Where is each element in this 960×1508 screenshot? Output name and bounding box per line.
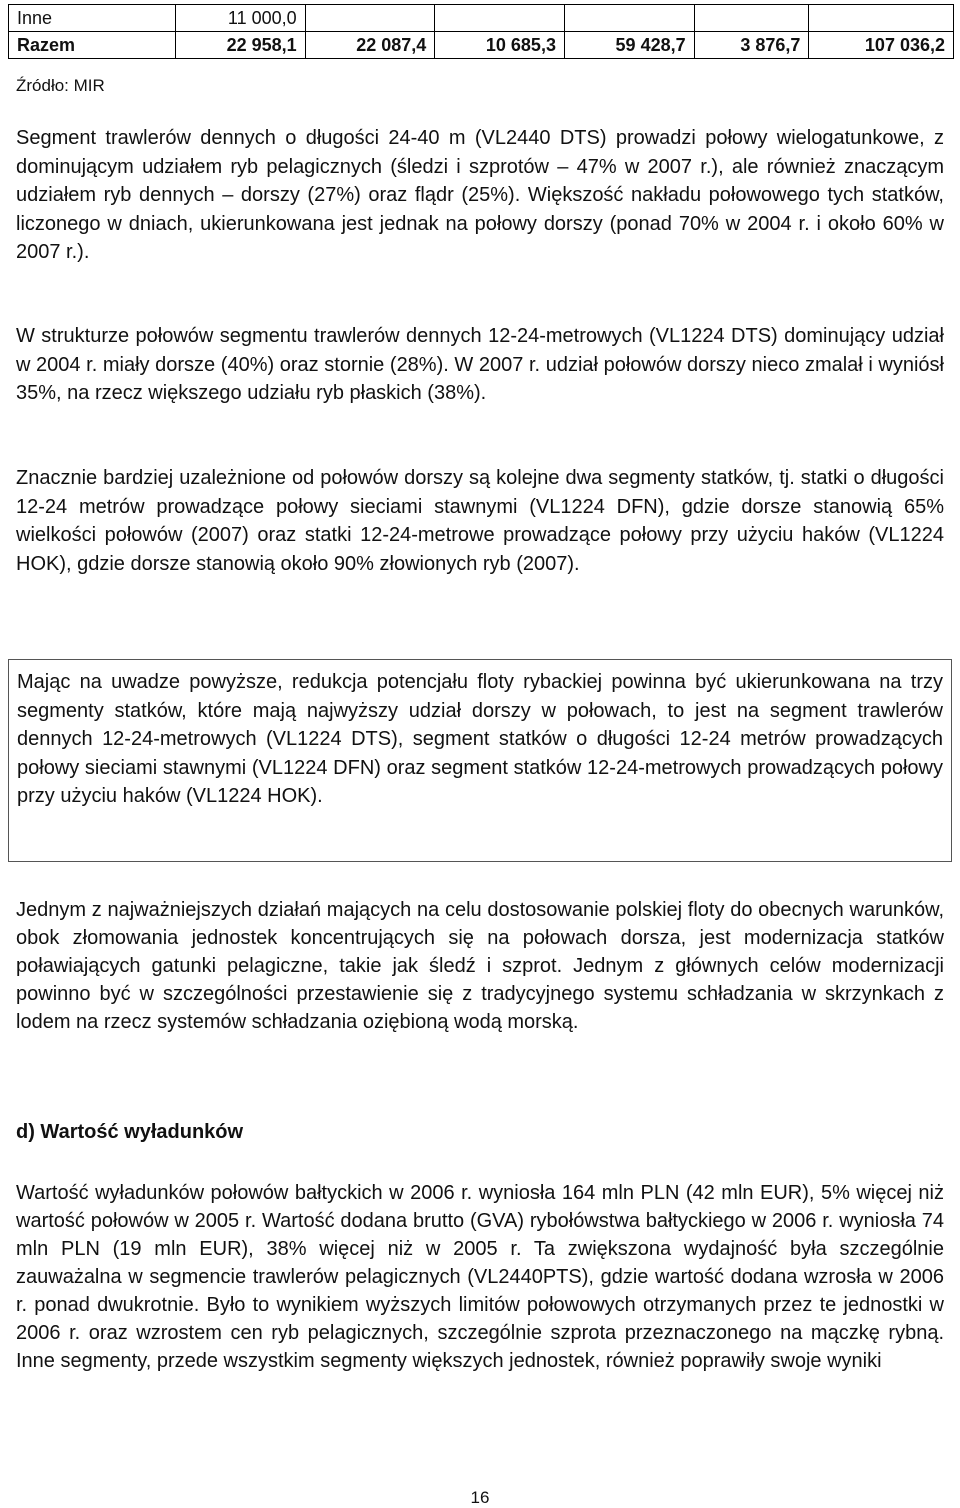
table-row-total (9, 32, 954, 59)
table-cell (564, 5, 694, 32)
table-cell (694, 5, 809, 32)
table-cell: 3 876,7 (694, 32, 809, 59)
highlight-box (8, 659, 952, 862)
section-heading: d) Wartość wyładunków (16, 1121, 244, 1143)
statistics-table (8, 4, 954, 59)
table-cell: Inne (9, 5, 176, 32)
table-cell: 22 087,4 (305, 32, 435, 59)
table-row (9, 5, 954, 32)
table-cell (809, 5, 954, 32)
table-cell: Razem (9, 32, 176, 59)
table-cell: 22 958,1 (176, 32, 306, 59)
paragraph-landings-value: Wartość wyładunków połowów bałtyckich w 2006 r. wyniosła 164 mln PLN (42 mln EUR), 5% więcej niż wartość połowów w 2005 r. Wartość dodana brutto (GVA) rybołówstwa bałtyckiego w 2006 r. wyniosła 74 mln PLN (19 mln EUR), 38% więcej niż w 2005 r. Ta zwiększona wydajność była szczególnie zauważalna w segmencie trawlerów pelagicznych (VL2440PTS), gdzie wartość dodana wzrosła w 2006 r. ponad dwukrotnie. Było to wynikiem wyższych limitów połowowych otrzymanych przez te jednostki w 2006 r. oraz wzrostem cen ryb pelagicznych, szczególnie szprota przeznaczonego na mączkę rybną. Inne segmenty, przede wszystkim segmenty większych jednostek, również poprawiły swoje wyniki (16, 1182, 944, 1372)
table-cell: 107 036,2 (809, 32, 954, 59)
table-cell: 59 428,7 (564, 32, 694, 59)
highlight-paragraph: Mając na uwadze powyższe, redukcja potencjału floty rybackiej powinna być ukierunkowana na trzy segmenty statków, które mają najwyższy udział dorszy w połowach, to jest na segment trawlerów dennych 12-24-metrowych (VL1224 DTS), segment statków o długości 12-24 metrów prowadzących połowy sieciami stawnymi (VL1224 DFN) oraz segment statków 12-24-metrowych prowadzących połowy przy użyciu haków (VL1224 HOK). (17, 671, 943, 807)
paragraph-modernization: Jednym z najważniejszych działań mających na celu dostosowanie polskiej floty do obecnych warunków, obok złomowania jednostek koncentrujących się na połowach dorsza, jest modernizacja statków poławiających gatunki pelagiczne, takie jak śledź i szprot. Jednym z głównych celów modernizacji powinno być w szczególności przestawienie się z tradycyjnego systemu schładzania w skrzynkach z lodem na rzecz systemów schładzania oziębioną wodą morską. (16, 899, 944, 1033)
page-number: 16 (470, 1488, 490, 1507)
table-cell (435, 5, 565, 32)
paragraph-other-segments: Znacznie bardziej uzależnione od połowów dorszy są kolejne dwa segmenty statków, tj. statki o długości 12-24 metrów prowadzące połowy sieciami stawnymi (VL1224 DFN), gdzie dorsze stanowią 65% wielkości połowów (2007) oraz statki 12-24-metrowe prowadzące połowy przy użyciu haków (VL1224 HOK), gdzie dorsze stanowią około 90% złowionych ryb (2007). (16, 467, 944, 575)
table-cell: 11 000,0 (176, 5, 306, 32)
paragraph-trawlers-24-40: Segment trawlerów dennych o długości 24-40 m (VL2440 DTS) prowadzi połowy wielogatunkowe, z dominującym udziałem ryb pelagicznych (śledzi i szprotów – 47% w 2007 r.), ale również znaczącym udziałem ryb dennych – dorszy (27%) oraz flądr (25%). Większość nakładu połowowego tych statków, liczonego w dniach, ukierunkowana jest jednak na połowy dorszy (ponad 70% w 2004 r. i około 60% w 2007 r.). (16, 127, 944, 263)
table-cell (305, 5, 435, 32)
table-source-note: Źródło: MIR (16, 76, 105, 95)
paragraph-trawlers-12-24: W strukturze połowów segmentu trawlerów dennych 12-24-metrowych (VL1224 DTS) dominujący udział w 2004 r. miały dorsze (40%) oraz stornie (28%). W 2007 r. udział połowów dorszy nieco zmalał i wyniósł 35%, na rzecz większego udziału ryb płaskich (38%). (16, 325, 944, 404)
table-cell: 10 685,3 (435, 32, 565, 59)
